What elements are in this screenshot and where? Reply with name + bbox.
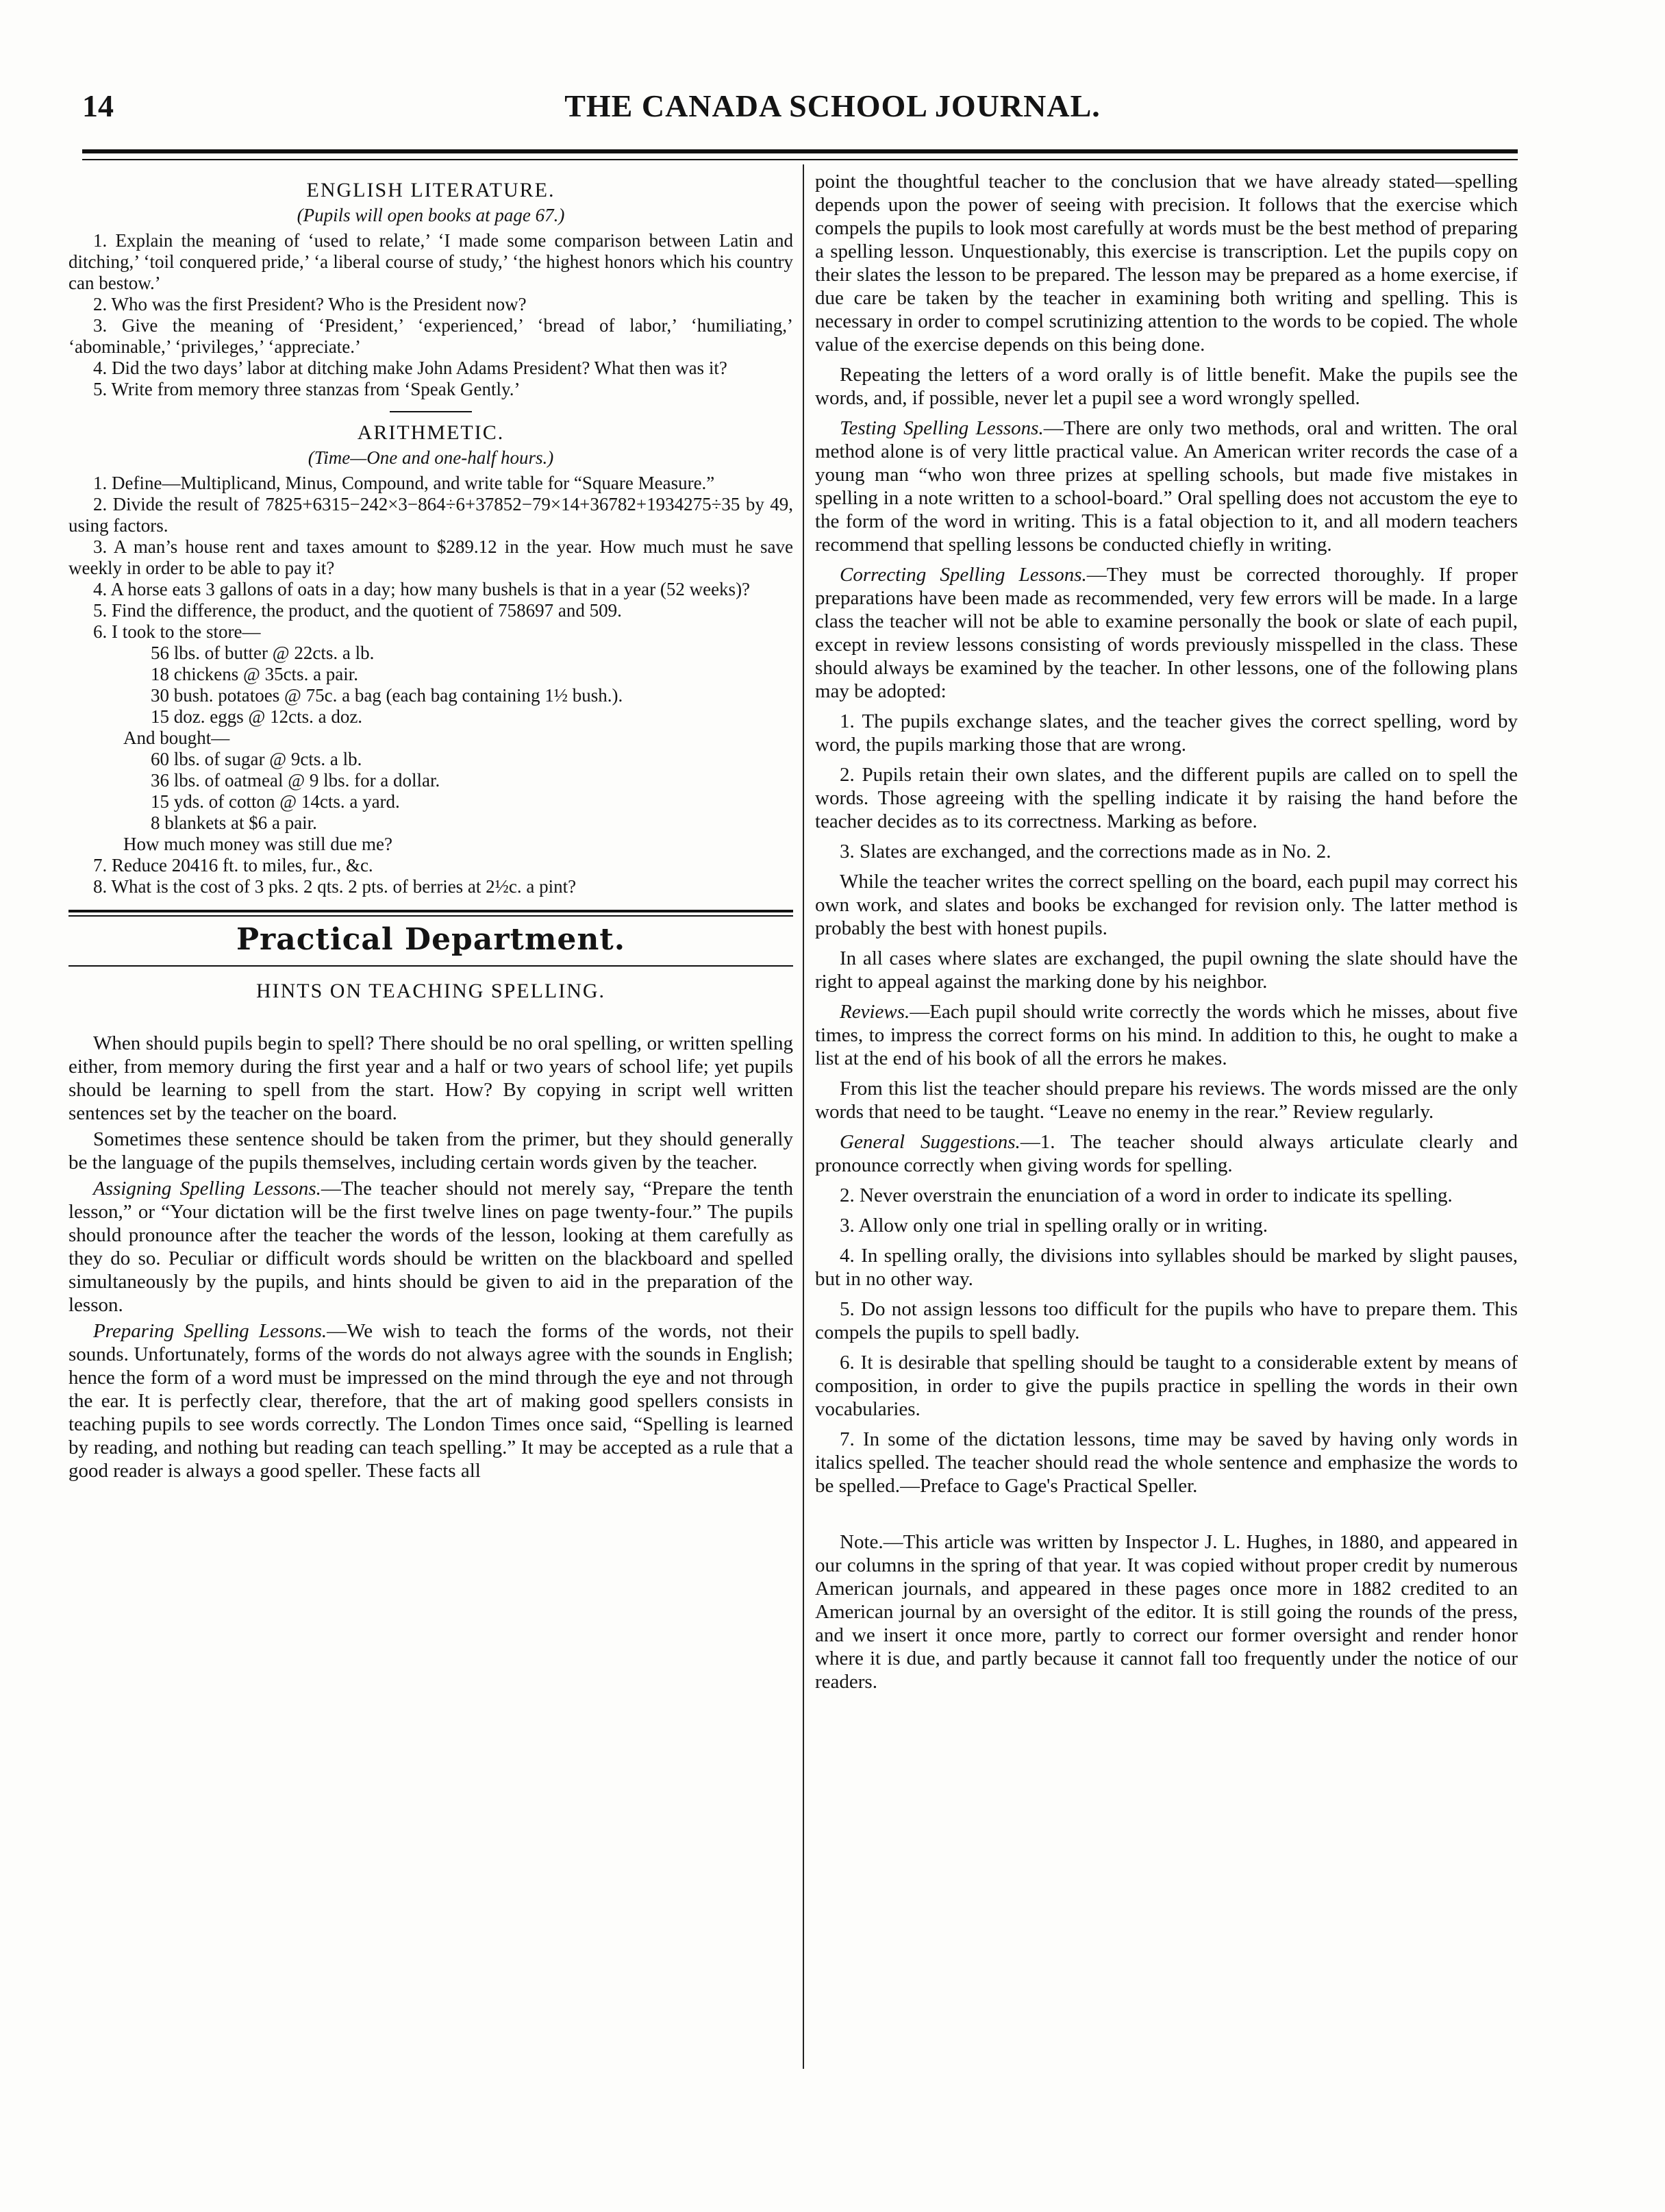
arithmetic-instruction: (Time—One and one-half hours.) bbox=[308, 447, 554, 468]
arithmetic-question: 5. Find the difference, the product, and the quotient of 758697 and 509. bbox=[93, 600, 622, 621]
plan-item: 3. Slates are exchanged, and the corrections made as in No. 2. bbox=[840, 841, 1331, 862]
suggestion-item: 5. Do not assign lessons too difficult for the pupils who have to prepare them. This compels the pupils to spell badly. bbox=[815, 1298, 1518, 1343]
title-divider bbox=[68, 965, 793, 967]
suggestion-item: 3. Allow only one trial in spelling orally or in writing. bbox=[840, 1215, 1268, 1237]
arithmetic-question: 2. Divide the result of 7825+6315−242×3−864÷6+37852−79×14+36782+1934275÷35 by 49, using factors. bbox=[68, 494, 793, 536]
and-bought: And bought— bbox=[123, 728, 230, 748]
article-paragraph: Preparing Spelling Lessons.—We wish to teach the forms of the words, not their sounds. Unfortunately, forms of the words do not always agree with the sounds in English; hence the form of a word must be impressed on the mind through the eye and not through the ear. It is perfectly clear, therefore, that the art of making good spellers consists in teaching pupils to see words correctly. The London Times once said, “Spelling is learned by reading, and nothing but reading can teach spelling.” It may be accepted as a rule that a good reader is always a good speller. These facts all bbox=[68, 1320, 793, 1482]
header-rule-thin bbox=[82, 159, 1518, 160]
bought-item: 60 lbs. of sugar @ 9cts. a lb. bbox=[151, 749, 362, 769]
english-question: 3. Give the meaning of ‘President,’ ‘experienced,’ ‘bread of labor,’ ‘humiliating,’ ‘abominable,’ ‘privileges,’ ‘appreciate.’ bbox=[68, 315, 793, 357]
money-due-question: How much money was still due me? bbox=[123, 834, 392, 854]
article-body-left bbox=[68, 1032, 793, 1482]
paragraph-lead: Assigning Spelling Lessons. bbox=[93, 1178, 321, 1200]
english-question: 2. Who was the first President? Who is the President now? bbox=[93, 294, 527, 314]
header-rule bbox=[82, 149, 1518, 153]
arithmetic-question: 1. Define—Multiplicand, Minus, Compound, and write table for “Square Measure.” bbox=[93, 473, 715, 493]
department-title: Practical Department. bbox=[236, 922, 626, 957]
left-column bbox=[68, 170, 793, 1485]
article-paragraph: Sometimes these sentence should be taken from the primer, but they should generally be the language of the pupils themselves, including certain words given by the teacher. bbox=[68, 1128, 793, 1173]
arithmetic-question: 6. I took to the store— bbox=[93, 621, 261, 642]
took-item: 18 chickens @ 35cts. a pair. bbox=[151, 664, 359, 684]
article-paragraph: Assigning Spelling Lessons.—The teacher should not merely say, “Prepare the tenth lesson,” or “Your dictation will be the first twelve lines on page twenty-four.” The pupils should pronounce after the teacher the words of the lesson, looking at them carefully as they do so. Peculiar or difficult words should be written on the blackboard and spelled simultaneously by the pupils, and hints should be given to aid in the preparation of the lesson. bbox=[68, 1178, 793, 1316]
bought-item: 36 lbs. of oatmeal @ 9 lbs. for a dollar. bbox=[151, 770, 440, 791]
article-paragraph: Testing Spelling Lessons.—There are only two methods, oral and written. The oral method alone is of very little practical value. An American writer records the case of a young man “who won three prizes at spelling schools, but made five mistakes in spelling in a note written to a school-board.” Oral spelling does not accustom the eye to the form of the word in writing. This is a fatal objection to it, and all modern teachers recommend that spelling lessons be conducted chiefly in writing. bbox=[815, 417, 1518, 556]
paragraph-lead: Correcting Spelling Lessons. bbox=[840, 564, 1087, 586]
took-item: 30 bush. potatoes @ 75c. a bag (each bag containing 1½ bush.). bbox=[151, 685, 623, 706]
english-question: 5. Write from memory three stanzas from ‘Speak Gently.’ bbox=[93, 379, 521, 399]
took-item: 15 doz. eggs @ 12cts. a doz. bbox=[151, 706, 363, 727]
paragraph-lead: Testing Spelling Lessons. bbox=[840, 417, 1044, 439]
english-instruction: (Pupils will open books at page 67.) bbox=[297, 205, 565, 225]
arithmetic-question: 4. A horse eats 3 gallons of oats in a day; how many bushels is that in a year (52 weeks)? bbox=[93, 579, 751, 599]
journal-title: THE CANADA SCHOOL JOURNAL. bbox=[564, 88, 1101, 123]
department-divider bbox=[68, 910, 793, 917]
suggestion-item: 4. In spelling orally, the divisions into syllables should be marked by slight pauses, but in no other way. bbox=[815, 1245, 1518, 1290]
english-question: 4. Did the two days’ labor at ditching make John Adams President? What then was it? bbox=[93, 358, 727, 378]
plan-item: 2. Pupils retain their own slates, and the different pupils are called on to spell the words. Those agreeing with the spelling indicate it by raising the hand before the teacher decides as to its correctness. Marking as before. bbox=[815, 764, 1518, 832]
section-divider bbox=[390, 411, 472, 412]
article-paragraph: From this list the teacher should prepare his reviews. The words missed are the only words that need to be taught. “Leave no enemy in the rear.” Review regularly. bbox=[815, 1078, 1518, 1123]
right-column bbox=[815, 170, 1518, 1700]
section-heading-arithmetic: ARITHMETIC. bbox=[357, 421, 505, 444]
arithmetic-question: 8. What is the cost of 3 pks. 2 qts. 2 pts. of berries at 2½c. a pint? bbox=[93, 876, 577, 897]
editor-note: Note.—This article was written by Inspector J. L. Hughes, in 1880, and appeared in our columns in the spring of that year. It was copied without proper credit by numerous American journals, and appeared in these pages once more in 1882 credited to an American journal by an oversight of the editor. It is still going the rounds of the press, and we insert it once more, partly to correct our former oversight and render honor where it is due, and partly because it cannot fall too frequently under the notice of our readers. bbox=[815, 1531, 1518, 1693]
paragraph-lead: Reviews. bbox=[840, 1001, 910, 1023]
article-paragraph: When should pupils begin to spell? There should be no oral spelling, or written spelling either, from memory during the first year and a half or two years of school life; yet pupils should be learning to spell from the start. How? By copying in script well written sentences set by the teacher on the board. bbox=[68, 1032, 793, 1124]
suggestion-item: 6. It is desirable that spelling should be taught to a considerable extent by means of composition, in order to give the pupils practice in spelling the words in their own vocabularies. bbox=[815, 1352, 1518, 1420]
paragraph-lead: General Suggestions. bbox=[840, 1131, 1021, 1153]
article-paragraph: Correcting Spelling Lessons.—They must be corrected thoroughly. If proper preparations have been made as recommended, very few errors will be made. In a large class the teacher will not be able to examine personally the book or slate of each pupil, except in review lessons consisting of words previously misspelled in the class. These should always be examined by the teacher. In other lessons, one of the following plans may be adopted: bbox=[815, 564, 1518, 702]
bought-item: 15 yds. of cotton @ 14cts. a yard. bbox=[151, 791, 400, 812]
suggestion-item: General Suggestions.—1. The teacher should always articulate clearly and pronounce correctly when giving words for spelling. bbox=[815, 1131, 1518, 1176]
arithmetic-question: 3. A man’s house rent and taxes amount to $289.12 in the year. How much must he save weekly in order to be able to pay it? bbox=[68, 536, 793, 578]
plan-item: 1. The pupils exchange slates, and the teacher gives the correct spelling, word by word, the pupils marking those that are wrong. bbox=[815, 710, 1518, 756]
article-paragraph: Reviews.—Each pupil should write correctly the words which he misses, about five times, to impress the correct forms on his mind. In addition to this, he ought to make a list at the end of his book of all the errors he makes. bbox=[815, 1001, 1518, 1069]
section-heading-english: ENGLISH LITERATURE. bbox=[306, 179, 555, 201]
suggestion-item: 7. In some of the dictation lessons, time may be saved by having only words in italics spelled. The teacher should read the whole sentence and emphasize the words to be spelled.—Preface to Gage's Practical Speller. bbox=[815, 1428, 1518, 1497]
page-number: 14 bbox=[82, 88, 114, 123]
arithmetic-question: 7. Reduce 20416 ft. to miles, fur., &c. bbox=[93, 855, 373, 875]
article-title: HINTS ON TEACHING SPELLING. bbox=[255, 980, 606, 1002]
paragraph-lead: Preparing Spelling Lessons. bbox=[93, 1320, 327, 1342]
suggestion-item: 2. Never overstrain the enunciation of a word in order to indicate its spelling. bbox=[840, 1184, 1453, 1206]
article-paragraph: In all cases where slates are exchanged, the pupil owning the slate should have the right to appeal against the marking done by his neighbor. bbox=[815, 947, 1518, 993]
article-paragraph: While the teacher writes the correct spelling on the board, each pupil may correct his own work, and slates and books be exchanged for revision only. The latter method is probably the best with honest pupils. bbox=[815, 871, 1518, 939]
article-paragraph: Repeating the letters of a word orally is of little benefit. Make the pupils see the words, and, if possible, never let a pupil see a word wrongly spelled. bbox=[815, 364, 1518, 409]
took-item: 56 lbs. of butter @ 22cts. a lb. bbox=[151, 643, 375, 663]
article-paragraph: point the thoughtful teacher to the conclusion that we have already stated—spelling depends upon the power of seeing with precision. It follows that the exercise which compels the pupils to look most carefully at words must be the best method of preparing a spelling lesson. Unquestionably, this exercise is transcription. Let the pupils copy on their slates the lesson to be prepared. The lesson may be prepared as a home exercise, if due care be taken by the teacher in examining both writing and spelling. This is necessary in order to compel scrutinizing attention to the words to be copied. The whole value of the exercise depends on this being done. bbox=[815, 171, 1518, 356]
bought-item: 8 blankets at $6 a pair. bbox=[151, 812, 317, 833]
english-question: 1. Explain the meaning of ‘used to relate,’ ‘I made some comparison between Latin and ditching,’ ‘toil conquered pride,’ ‘a liberal course of study,’ ‘the highest honors which his country can bestow.’ bbox=[68, 230, 793, 293]
column-divider bbox=[803, 164, 804, 2069]
